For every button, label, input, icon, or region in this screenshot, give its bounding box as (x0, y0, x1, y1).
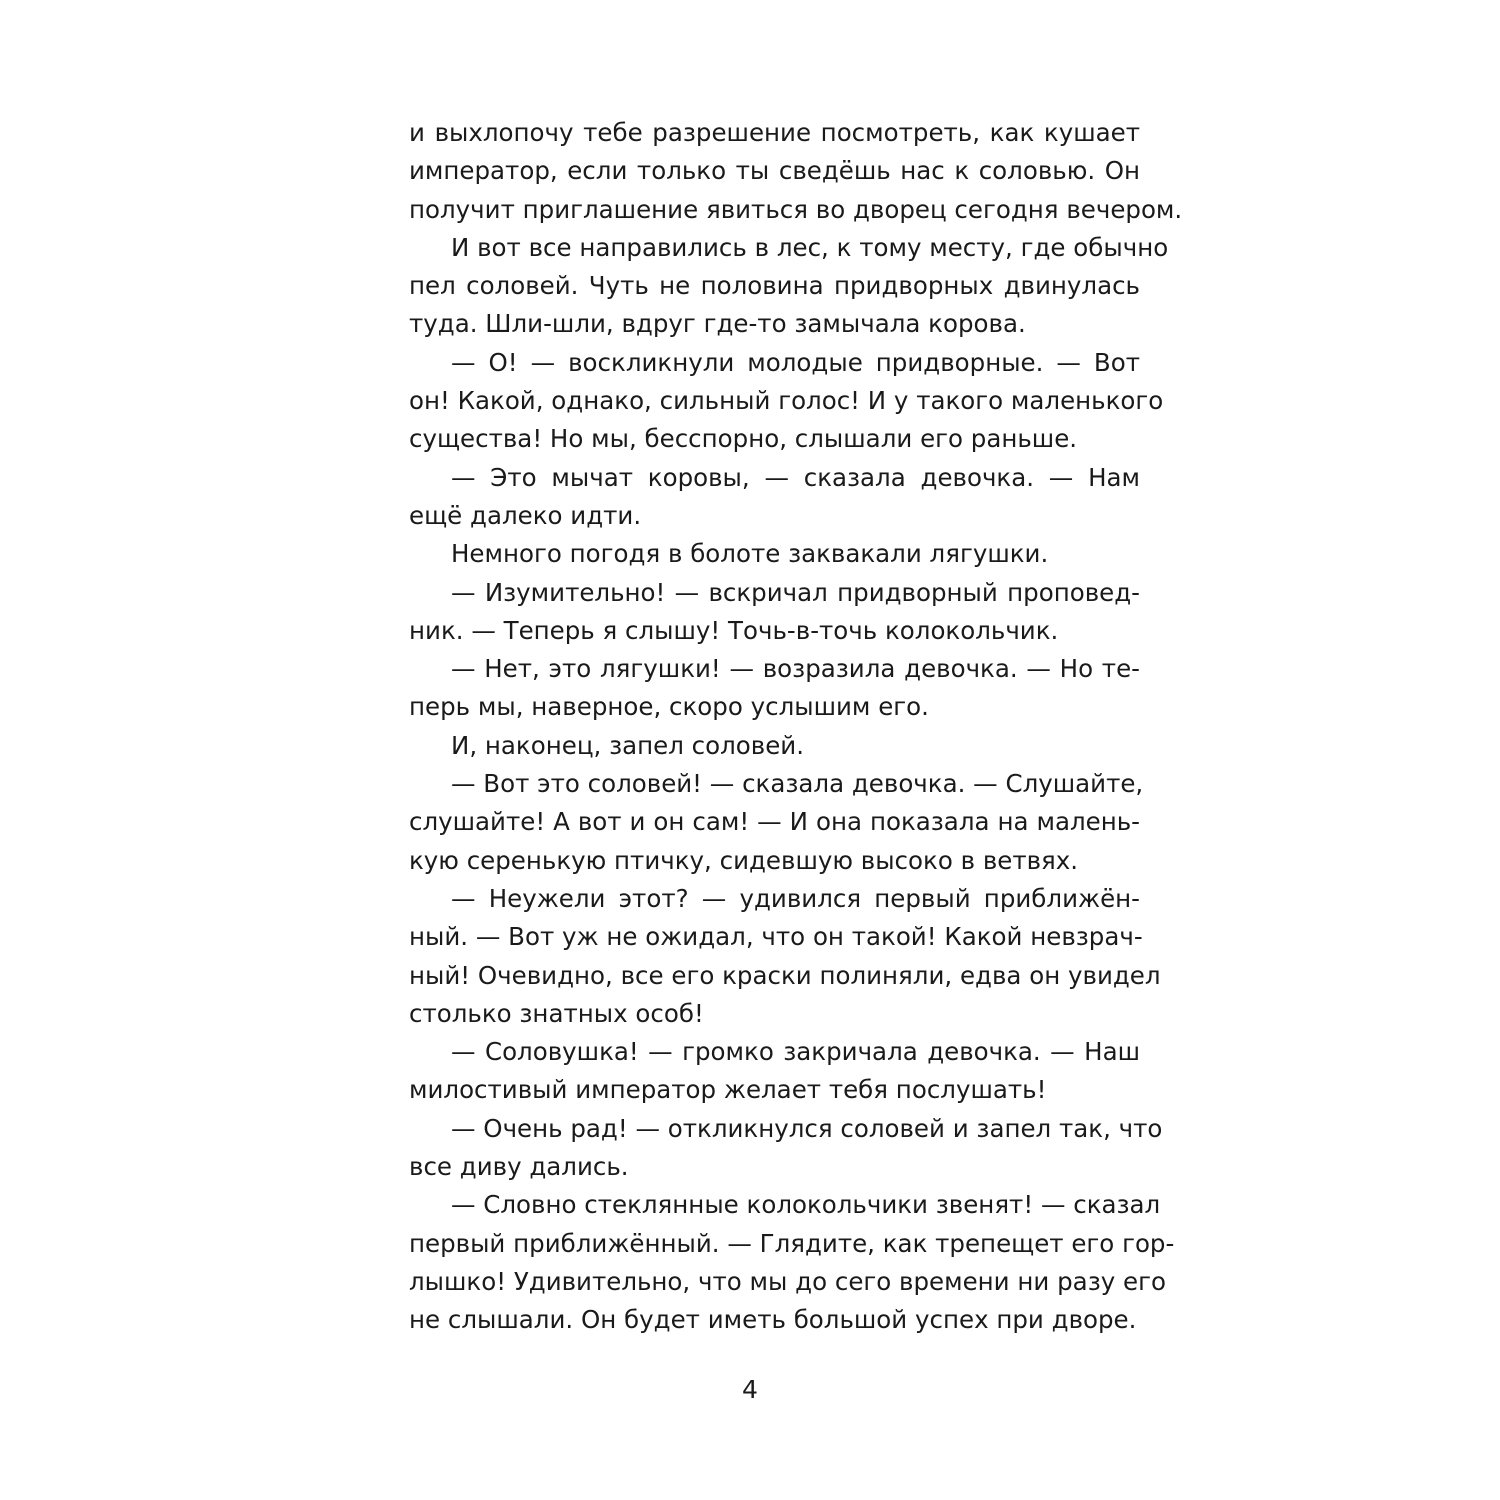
text-line: слушайте! А вот и он сам! — И она показала на малень- (409, 807, 1140, 837)
text-line: император, если только ты сведёшь нас к соловью. Он (409, 156, 1140, 186)
page-number: 4 (742, 1375, 758, 1404)
text-line: ный. — Вот уж не ожидал, что он такой! Какой невзрач- (409, 922, 1143, 952)
text-line: и выхлопочу тебе разрешение посмотреть, как кушает (409, 118, 1140, 147)
text-line: — Соловушка! — громко закричала девочка. — Наш (451, 1037, 1140, 1067)
text-line: — Неужели этот? — удивился первый приближён- (451, 883, 1140, 913)
text-line: существа! Но мы, бесспорно, слышали его раньше. (409, 424, 1078, 454)
text-line: лышко! Удивительно, что мы до сего времени ни разу его (409, 1266, 1166, 1296)
text-line: ещё далеко идти. (409, 500, 642, 530)
text-line: ник. — Теперь я слышу! Точь-в-точь колокольчик. (409, 615, 1059, 645)
text-line: — Нет, это лягушки! — возразила девочка. — Но те- (451, 654, 1140, 684)
text-line: — Это мычат коровы, — сказала девочка. — Нам (451, 462, 1140, 492)
text-line: он! Какой, однако, сильный голос! И у такого маленького (409, 386, 1164, 416)
text-line: туда. Шли-шли, вдруг где-то замычала корова. (409, 309, 1026, 339)
text-line: — Вот это соловей! — сказала девочка. — Слушайте, (451, 769, 1144, 799)
text-line: — Очень рад! — откликнулся соловей и запел так, что (451, 1113, 1163, 1143)
text-line: — О! — воскликнули молодые придворные. — Вот (451, 347, 1140, 377)
text-line: столько знатных особ! (409, 998, 704, 1028)
text-line: все диву дались. (409, 1152, 629, 1182)
text-line: — Изумительно! — вскричал придворный проповед- (451, 577, 1140, 607)
text-line: пел соловей. Чуть не половина придворных двинулась (409, 271, 1140, 301)
text-line: милостивый император желает тебя послушать! (409, 1075, 1047, 1105)
text-line: перь мы, наверное, скоро услышим его. (409, 692, 929, 722)
text-line: не слышали. Он будет иметь большой успех при дворе. (409, 1305, 1137, 1335)
text-line: И вот все направились в лес, к тому месту, где обычно (451, 232, 1169, 262)
text-line: первый приближённый. — Глядите, как трепещет его гор- (409, 1228, 1175, 1258)
text-line: ный! Очевидно, все его краски полиняли, едва он увидел (409, 960, 1161, 990)
body-text (409, 114, 1183, 1340)
text-line: Немного погодя в болоте заквакали лягушки. (451, 539, 1049, 569)
text-line: — Словно стеклянные колокольчики звенят! — сказал (451, 1190, 1161, 1220)
text-line: получит приглашение явиться во дворец сегодня вечером. (409, 194, 1183, 224)
text-line: И, наконец, запел соловей. (451, 730, 804, 760)
text-line: кую серенькую птичку, сидевшую высоко в ветвях. (409, 845, 1079, 875)
